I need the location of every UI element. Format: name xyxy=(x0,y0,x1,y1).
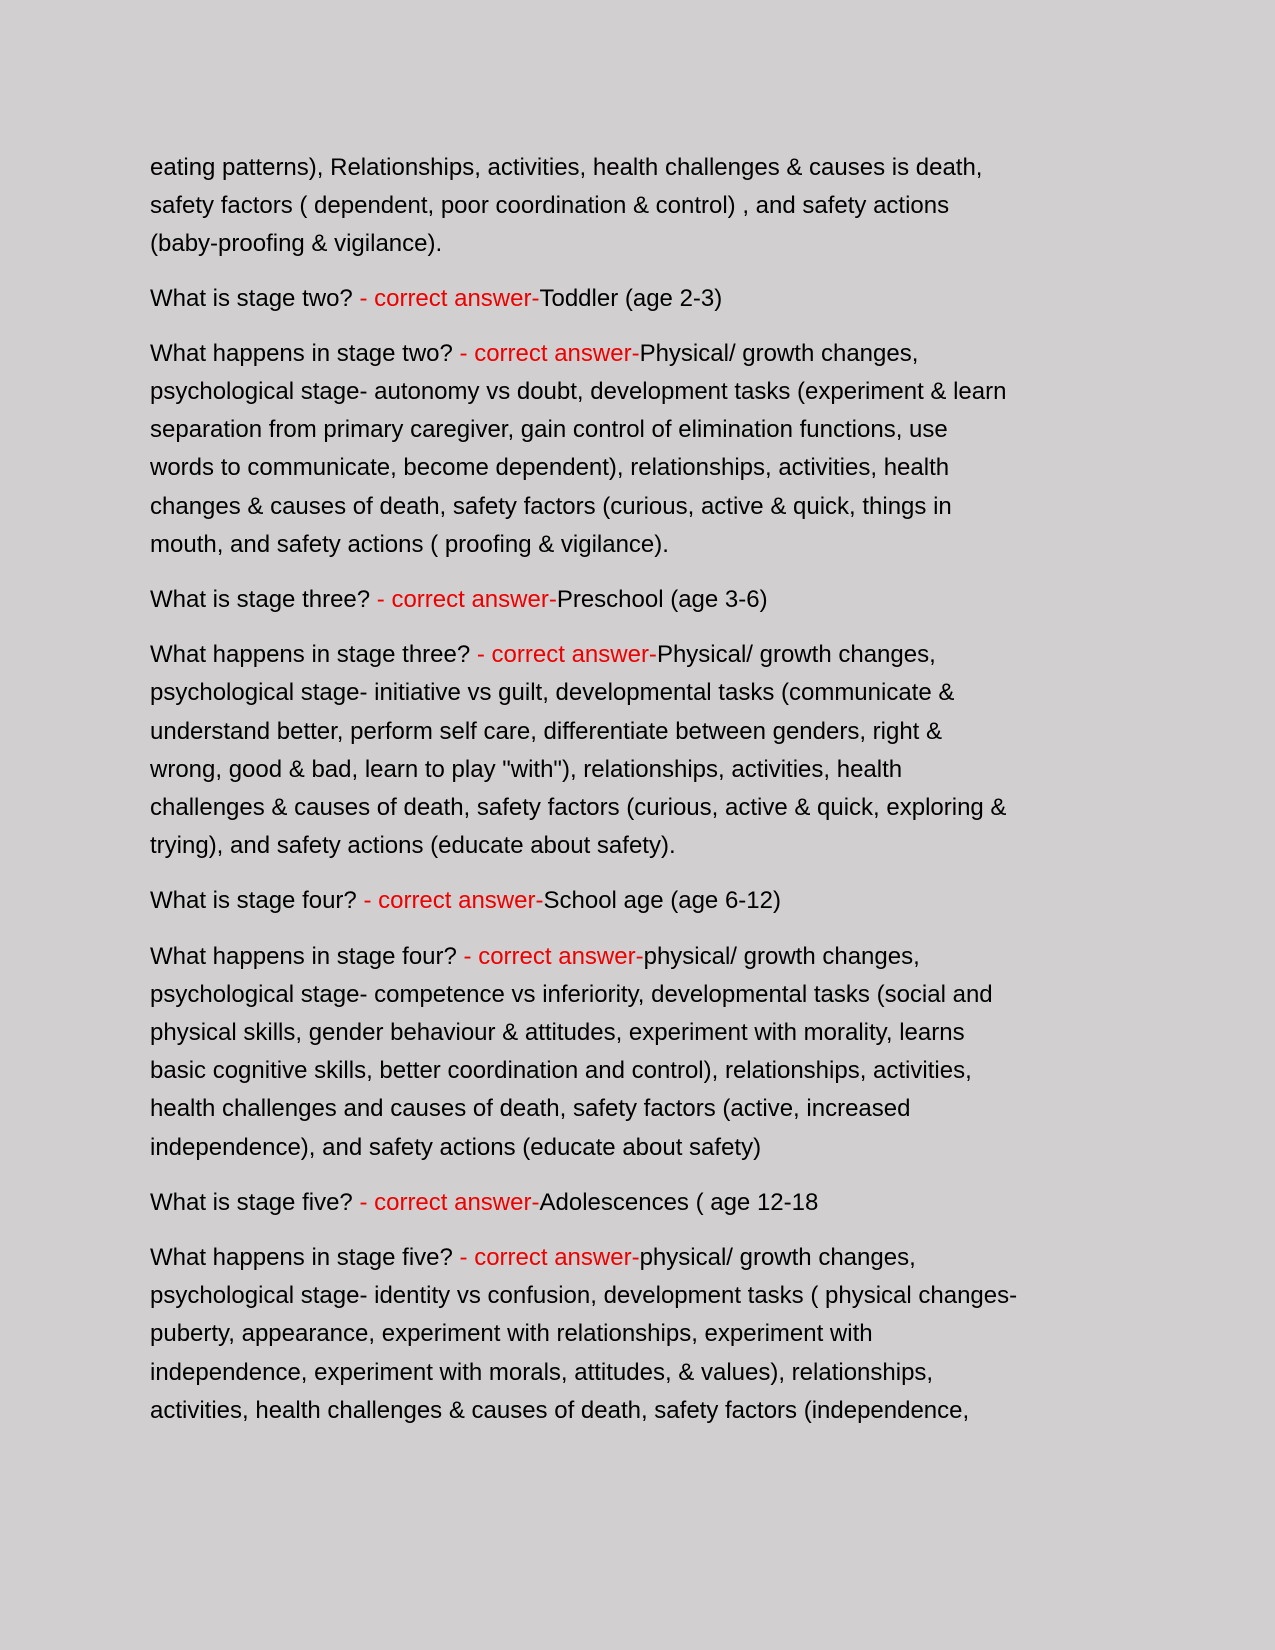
question-text: What is stage two? xyxy=(150,284,360,312)
qa-item-stage-two-details xyxy=(150,335,1150,564)
correct-answer-tag: - correct answer- xyxy=(376,586,557,614)
question-text: What is stage three? xyxy=(150,586,377,614)
question-text: What is stage four? xyxy=(150,887,364,915)
question-text: What happens in stage five? xyxy=(150,1244,460,1272)
qa-item-stage-two xyxy=(150,280,1150,318)
document-page xyxy=(150,149,1150,1447)
question-text: What happens in stage two? xyxy=(150,339,460,367)
correct-answer-tag: - correct answer- xyxy=(359,1188,540,1216)
qa-item-stage-four-details xyxy=(150,938,1150,1167)
correct-answer-tag: - correct answer- xyxy=(363,887,544,915)
continued-paragraph: eating patterns), Relationships, activities, health challenges & causes is death, safety factors ( dependent, poor coordination & control) , and safety actions (baby-proofing & vigilance). xyxy=(150,154,983,258)
question-text: What happens in stage three? xyxy=(150,641,477,669)
question-text: What happens in stage four? xyxy=(150,942,464,970)
answer-text: Toddler (age 2-3) xyxy=(539,284,723,312)
answer-text: Physical/ growth changes, psychological stage- autonomy vs doubt, development tasks (experiment & learn separation from primary caregiver, gain control of elimination functions, use words to communicate, become dependent), relationships, activities, health changes & causes of death, safety factors (curious, active & quick, things in mouth, and safety actions ( proofing & vigilance). xyxy=(150,339,1007,558)
answer-text: School age (age 6-12) xyxy=(543,887,781,915)
qa-item-stage-three xyxy=(150,581,1150,619)
answer-text: Physical/ growth changes, psychological stage- initiative vs guilt, developmental tasks (communicate & understand better, perform self care, differentiate between genders, right & wrong, good & bad, learn to play "with"), relationships, activities, health challenges & causes of death, safety factors (curious, active & quick, exploring & trying), and safety actions (educate about safety). xyxy=(150,641,1007,860)
qa-item-stage-four xyxy=(150,882,1150,920)
answer-text: Preschool (age 3-6) xyxy=(556,586,768,614)
correct-answer-tag: - correct answer- xyxy=(359,284,540,312)
correct-answer-tag: - correct answer- xyxy=(459,1244,640,1272)
correct-answer-tag: - correct answer- xyxy=(459,339,640,367)
correct-answer-tag: - correct answer- xyxy=(463,942,644,970)
question-text: What is stage five? xyxy=(150,1188,360,1216)
answer-text: physical/ growth changes, psychological stage- identity vs confusion, development tasks ( physical changes- puberty, appearance, experiment with relationships, experiment with independence, experiment with morals, attitudes, & values), relationships, activities, health challenges & causes of death, safety factors (independence, xyxy=(150,1244,1018,1424)
qa-item-stage-five xyxy=(150,1184,1150,1222)
correct-answer-tag: - correct answer- xyxy=(476,641,657,669)
qa-item-stage-five-details xyxy=(150,1239,1150,1430)
answer-text: physical/ growth changes, psychological stage- competence vs inferiority, developmental tasks (social and physical skills, gender behaviour & attitudes, experiment with morality, learns basic cognitive skills, better coordination and control), relationships, activities, health challenges and causes of death, safety factors (active, increased independence), and safety actions (educate about safety) xyxy=(150,942,993,1161)
qa-item-stage-three-details xyxy=(150,636,1150,865)
answer-text: Adolescences ( age 12-18 xyxy=(539,1188,819,1216)
